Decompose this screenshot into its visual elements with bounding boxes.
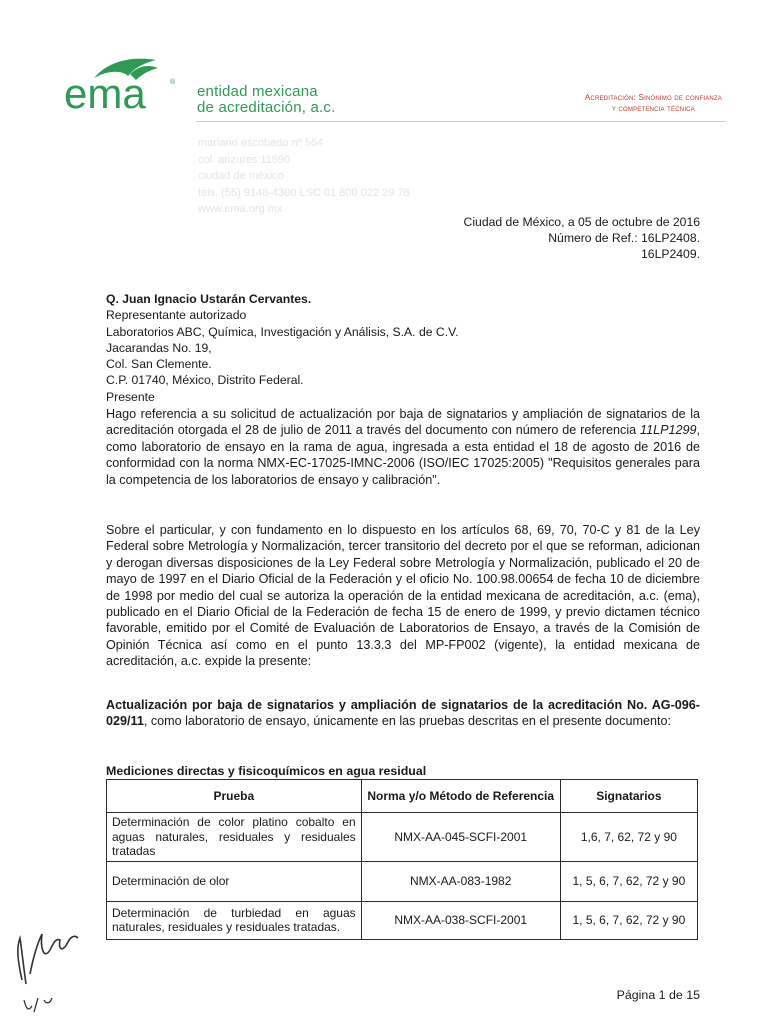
cell-norma: NMX-AA-083-1982 [361,861,560,901]
table-title: Mediciones directas y fisicoquímicos en agua residual [106,764,427,778]
paragraph-text: Hago referencia a su solicitud de actualización por baja de signatarios y ampliación de signatarios de la acreditación otorgada el 28 de julio de 2011 a través del documento con número de referencia [106,407,700,438]
cell-prueba: Determinación de turbiedad en aguas naturales, residuales y residuales tratadas. [107,901,362,939]
cell-prueba: Determinación de color platino cobalto en aguas naturales, residuales y residuales tratadas [107,813,362,862]
slogan-line1: Acreditación: Sinónimo de confianza [584,93,722,102]
slogan-line2: y competencia técnica [611,104,695,113]
date-reference-block [464,214,700,262]
org-name-line1: entidad mexicana [197,83,318,100]
recipient-line: Representante autorizado [106,308,247,323]
paragraph-legal-basis: Sobre el particular, y con fundamento en lo dispuesto en los artículos 68, 69, 70, 70-C y 81 de la Ley Federal sobre Metrología y Normalización, tercer transitorio del decreto por el que se reforman, adicionan y derogan diversas disposiciones de la Ley Federal sobre Metrología y Normalización, publicado el 20 de mayo de 1997 en el Diario Oficial de la Federación y el oficio No. 100.98.00654 de fecha 10 de diciembre de 1998 por medio del cual se autoriza la operación de la entidad mexicana de acreditación, a.c. (ema), publicado en el Diario Oficial de la Federación de fecha 15 de enero de 1999, y previo dictamen técnico favorable, emitido por el Comité de Evaluación de Laboratorios de Ensayo, a través de la Comisión de Opinión Técnica así como en el punto 13.3.3 del MP-FP002 (vigente), la entidad mexicana de acreditación, a.c. expide la presente: [106,523,700,669]
recipient-line: Jacarandas No. 19, [106,340,212,355]
paragraph-accreditation [106,697,700,730]
address-line: tels. (55) 9148-4300 LSC 01 800 022 29 78 [198,186,410,199]
recipient-block [106,291,458,405]
reference-italic: 11LP1299 [640,423,697,438]
reference-number-2: 16LP2409. [641,247,700,261]
cell-norma: NMX-AA-038-SCFI-2001 [361,901,560,939]
address-line: www.ema.org.mx [198,203,283,216]
recipient-line: C.P. 01740, México, Distrito Federal. [106,373,304,388]
header-norma: Norma y/o Método de Referencia [361,780,560,813]
accreditation-title: Actualización por baja de signatarios y ampliación de signatarios de la acreditación No. AG-096-029/11 [106,698,700,729]
slogan [585,92,722,114]
address-line: mariano escobedo nº 564 [198,137,324,149]
cell-norma: NMX-AA-045-SCFI-2001 [361,813,560,862]
paragraph-request [106,406,700,488]
date-line: Ciudad de México, a 05 de octubre de 2016 [463,215,700,229]
cell-signatarios: 1, 5, 6, 7, 62, 72 y 90 [560,861,697,901]
cell-prueba: Determinación de olor [107,861,362,901]
recipient-name: Q. Juan Ignacio Ustarán Cervantes. [106,292,312,306]
table-row [107,813,698,862]
org-name-line2: de acreditación, a.c. [197,99,336,116]
ema-logo [64,54,179,114]
logo-text: ema [64,70,146,114]
recipient-line: Presente [106,389,155,404]
header-divider [196,121,726,122]
cell-signatarios: 1,6, 7, 62, 72 y 90 [560,813,697,862]
cell-signatarios: 1, 5, 6, 7, 62, 72 y 90 [560,901,697,939]
table-row [107,901,698,939]
table-row [107,861,698,901]
org-name [197,84,335,116]
table-header-row [107,780,698,813]
recipient-line: Col. San Clemente. [106,357,212,372]
handwritten-signature [4,912,104,1022]
registered-mark: ® [170,79,176,86]
reference-number: Número de Ref.: 16LP2408. [548,231,700,245]
paragraph-text: , como laboratorio de ensayo en la rama de agua, ingresada a esta entidad el 18 de agosto de 2016 de conformidad con la norma NMX-EC-17025-IMNC-2006 (ISO/IEC 17025:2005) "Requisitos generales para la competencia de los laboratorios de ensayo y calibración". [106,423,700,487]
header-prueba: Prueba [107,780,362,813]
address-line: col. anzures 11590 [198,153,291,166]
address-line: ciudad de méxico [198,170,284,183]
page-number: Página 1 de 15 [616,988,700,1002]
address-block [198,135,410,218]
tests-table [106,779,698,940]
paragraph-text: , como laboratorio de ensayo, únicamente en las pruebas descritas en el presente documento: [143,714,671,729]
header-signatarios: Signatarios [560,780,697,813]
recipient-line: Laboratorios ABC, Química, Investigación y Análisis, S.A. de C.V. [106,324,459,339]
